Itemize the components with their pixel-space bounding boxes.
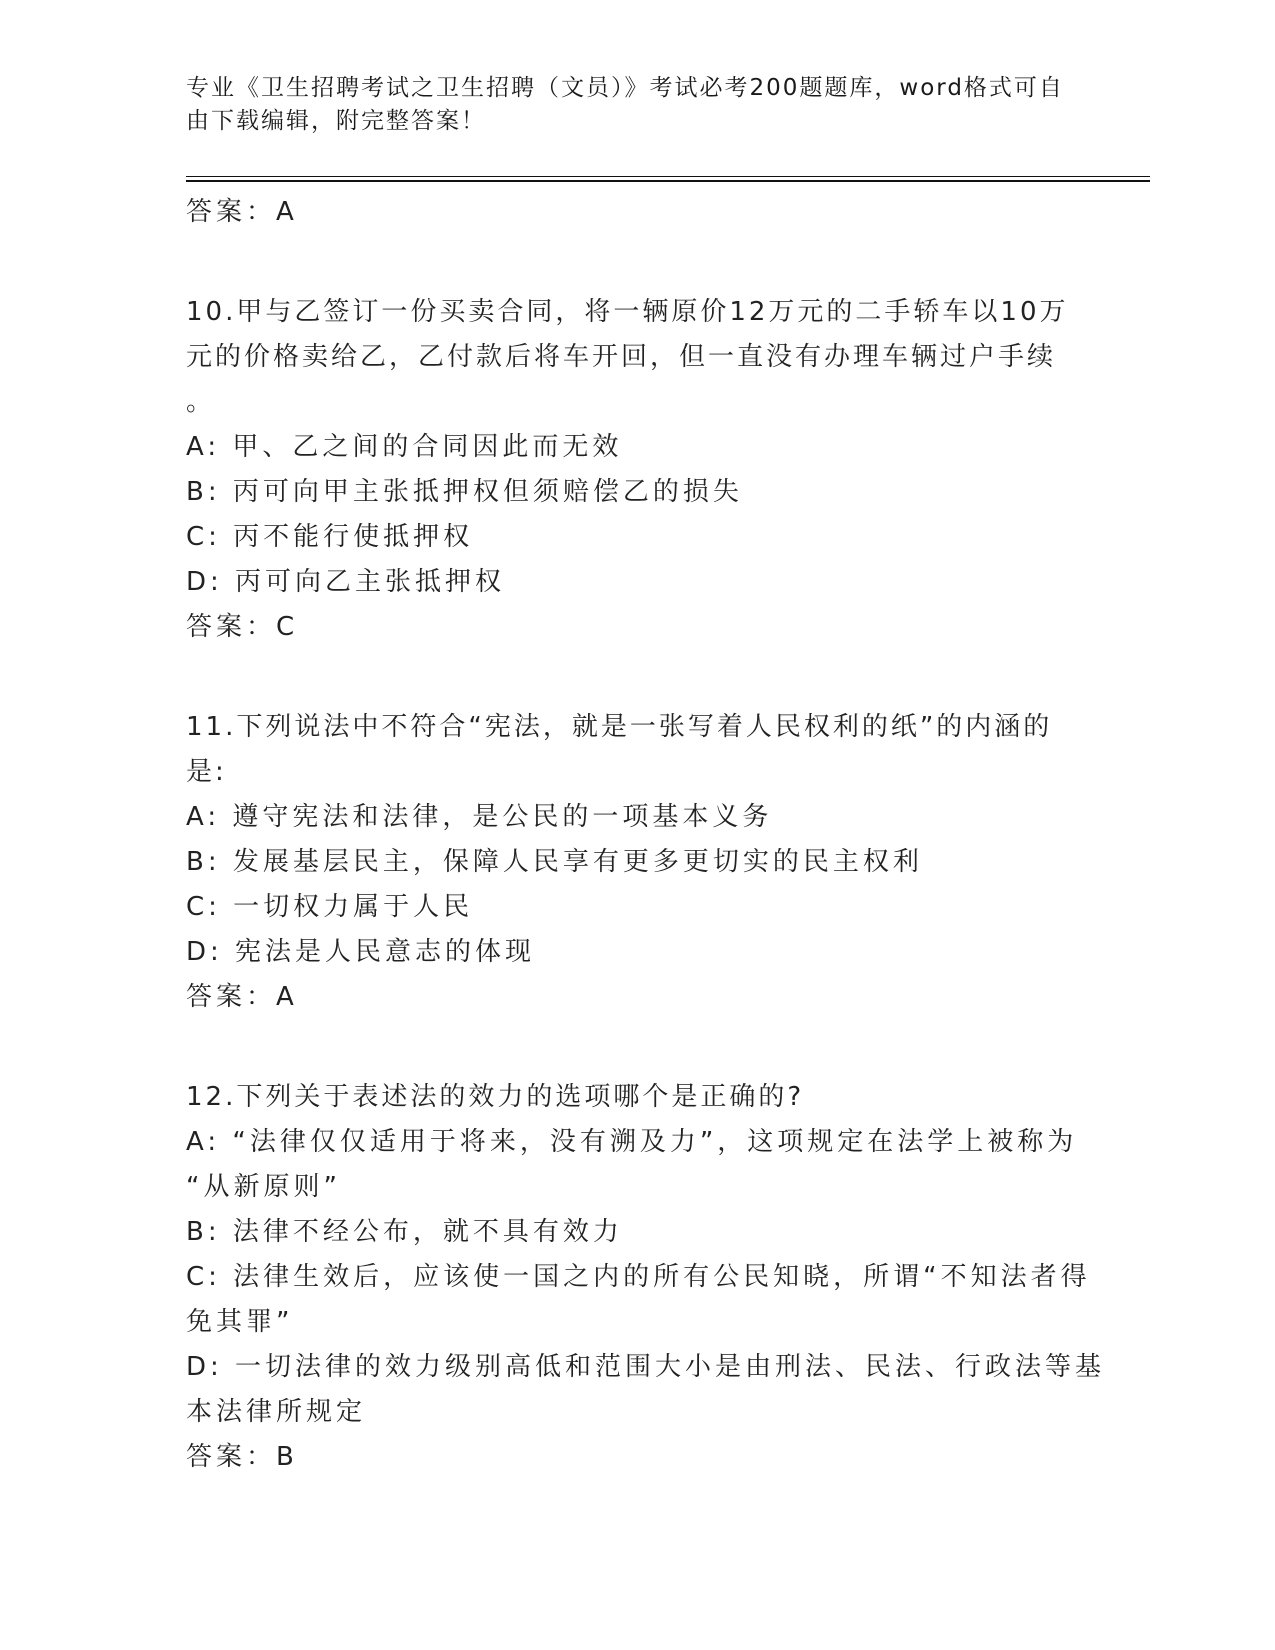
question-10 xyxy=(186,290,1086,650)
question-10-text-3: 。 xyxy=(186,387,216,417)
document-body xyxy=(186,190,1106,1480)
question-11-text-2: 是: xyxy=(186,757,227,787)
question-12-option-a-1: A: “法律仅仅适用于将来，没有溯及力”，这项规定在法学上被称为 xyxy=(186,1127,1078,1157)
question-10-option-b: B: 丙可向甲主张抵押权但须赔偿乙的损失 xyxy=(186,477,743,507)
question-12-option-d-1: D: 一切法律的效力级别高低和范围大小是由刑法、民法、行政法等基 xyxy=(186,1352,1106,1382)
question-12-option-c-2: 免其罪” xyxy=(186,1307,294,1337)
question-11-answer: 答案：A xyxy=(186,982,298,1012)
question-11-option-c: C: 一切权力属于人民 xyxy=(186,892,474,922)
question-11-option-d: D: 宪法是人民意志的体现 xyxy=(186,937,536,967)
spacer xyxy=(186,1020,1086,1075)
question-10-answer: 答案：C xyxy=(186,612,299,642)
question-10-option-d: D: 丙可向乙主张抵押权 xyxy=(186,567,506,597)
question-11-text-1: 11.下列说法中不符合“宪法，就是一张写着人民权利的纸”的内涵的 xyxy=(186,712,1053,742)
header-divider xyxy=(186,176,1150,177)
header-line-2: 由下载编辑，附完整答案！ xyxy=(186,108,486,134)
question-10-text-1: 10.甲与乙签订一份买卖合同，将一辆原价12万元的二手轿车以10万 xyxy=(186,297,1069,327)
question-10-option-c: C: 丙不能行使抵押权 xyxy=(186,522,474,552)
header-line-1: 专业《卫生招聘考试之卫生招聘（文员）》考试必考200题题库，word格式可自 xyxy=(186,75,1064,101)
document-header xyxy=(186,72,1066,138)
question-10-text-2: 元的价格卖给乙，乙付款后将车开回，但一直没有办理车辆过户手续 xyxy=(186,342,1057,372)
question-12-answer: 答案：B xyxy=(186,1442,298,1472)
question-10-option-a: A: 甲、乙之间的合同因此而无效 xyxy=(186,432,623,462)
answer-previous: 答案：A xyxy=(186,197,298,227)
spacer xyxy=(186,235,1086,290)
question-12 xyxy=(186,1075,1106,1480)
header-divider-thick xyxy=(186,180,1150,182)
question-11-option-a: A: 遵守宪法和法律，是公民的一项基本义务 xyxy=(186,802,773,832)
question-12-option-c-1: C: 法律生效后，应该使一国之内的所有公民知晓，所谓“不知法者得 xyxy=(186,1262,1091,1292)
question-12-option-b: B: 法律不经公布，就不具有效力 xyxy=(186,1217,623,1247)
spacer xyxy=(186,650,1086,705)
question-11 xyxy=(186,705,1086,1020)
question-12-option-d-2: 本法律所规定 xyxy=(186,1397,367,1427)
question-12-text: 12.下列关于表述法的效力的选项哪个是正确的? xyxy=(186,1082,805,1112)
question-11-option-b: B: 发展基层民主，保障人民享有更多更切实的民主权利 xyxy=(186,847,923,877)
question-12-option-a-2: “从新原则” xyxy=(186,1172,341,1202)
